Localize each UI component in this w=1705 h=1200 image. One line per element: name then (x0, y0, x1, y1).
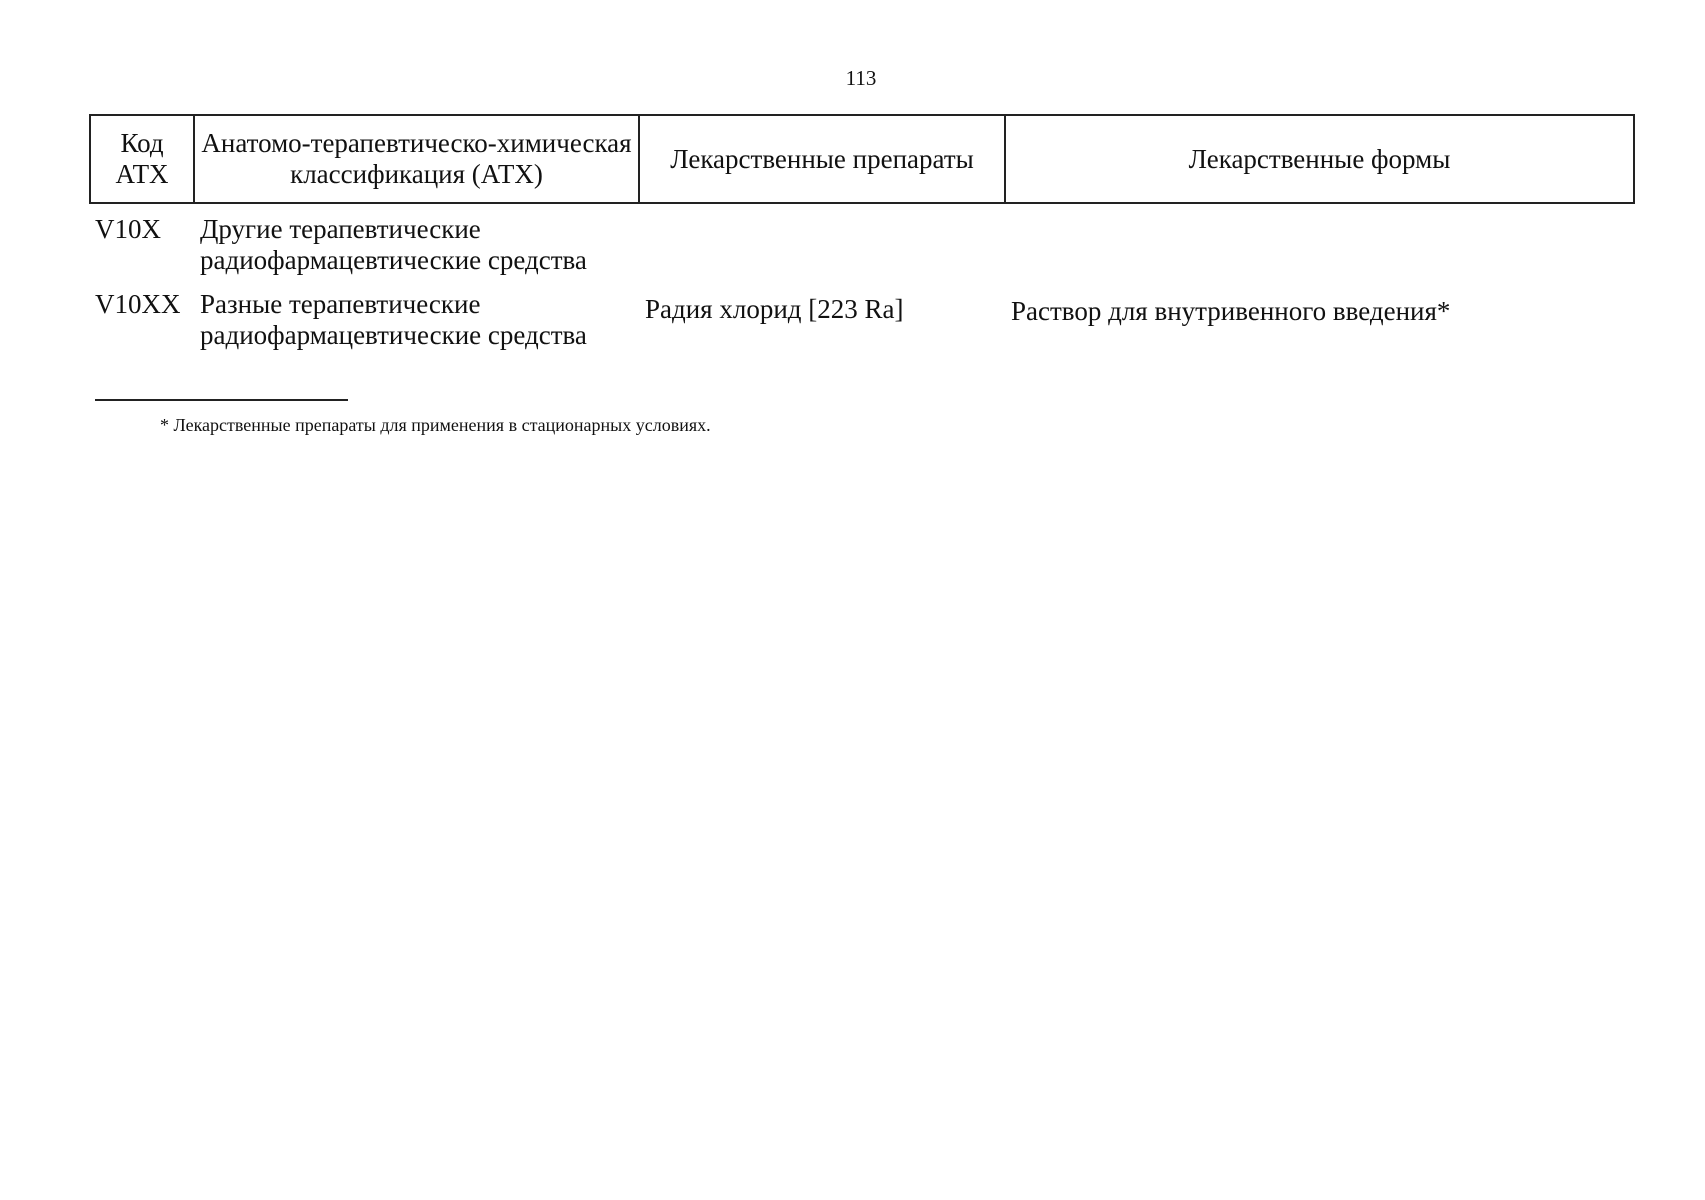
dosage-form-cell (1005, 203, 1634, 276)
table-row (90, 276, 1634, 351)
footnote: * Лекарственные препараты для применения в стационарных условиях. (160, 415, 711, 435)
atc-code-cell: V10XX (95, 289, 181, 319)
header-atc-code: Код АТХ (90, 115, 194, 203)
page-number: 113 (845, 66, 877, 90)
atc-code-cell: V10X (95, 214, 161, 244)
dosage-form-cell: Раствор для внутривенного введения* (1011, 296, 1451, 326)
header-atc-classification: Анатомо-терапевтическо-химическая классификация (АТХ) (194, 115, 639, 203)
atc-table (89, 114, 1635, 351)
header-medicines: Лекарственные препараты (639, 115, 1005, 203)
footnote-separator (95, 399, 348, 401)
table-row (90, 203, 1634, 276)
table-header-row (90, 115, 1634, 203)
classification-cell: Разные терапевтические радиофармацевтические средства (200, 289, 587, 350)
classification-cell: Другие терапевтические радиофармацевтические средства (200, 214, 587, 275)
header-dosage-forms: Лекарственные формы (1005, 115, 1634, 203)
drug-cell: Радия хлорид [223 Ra] (645, 294, 904, 324)
drug-cell (639, 203, 1005, 276)
